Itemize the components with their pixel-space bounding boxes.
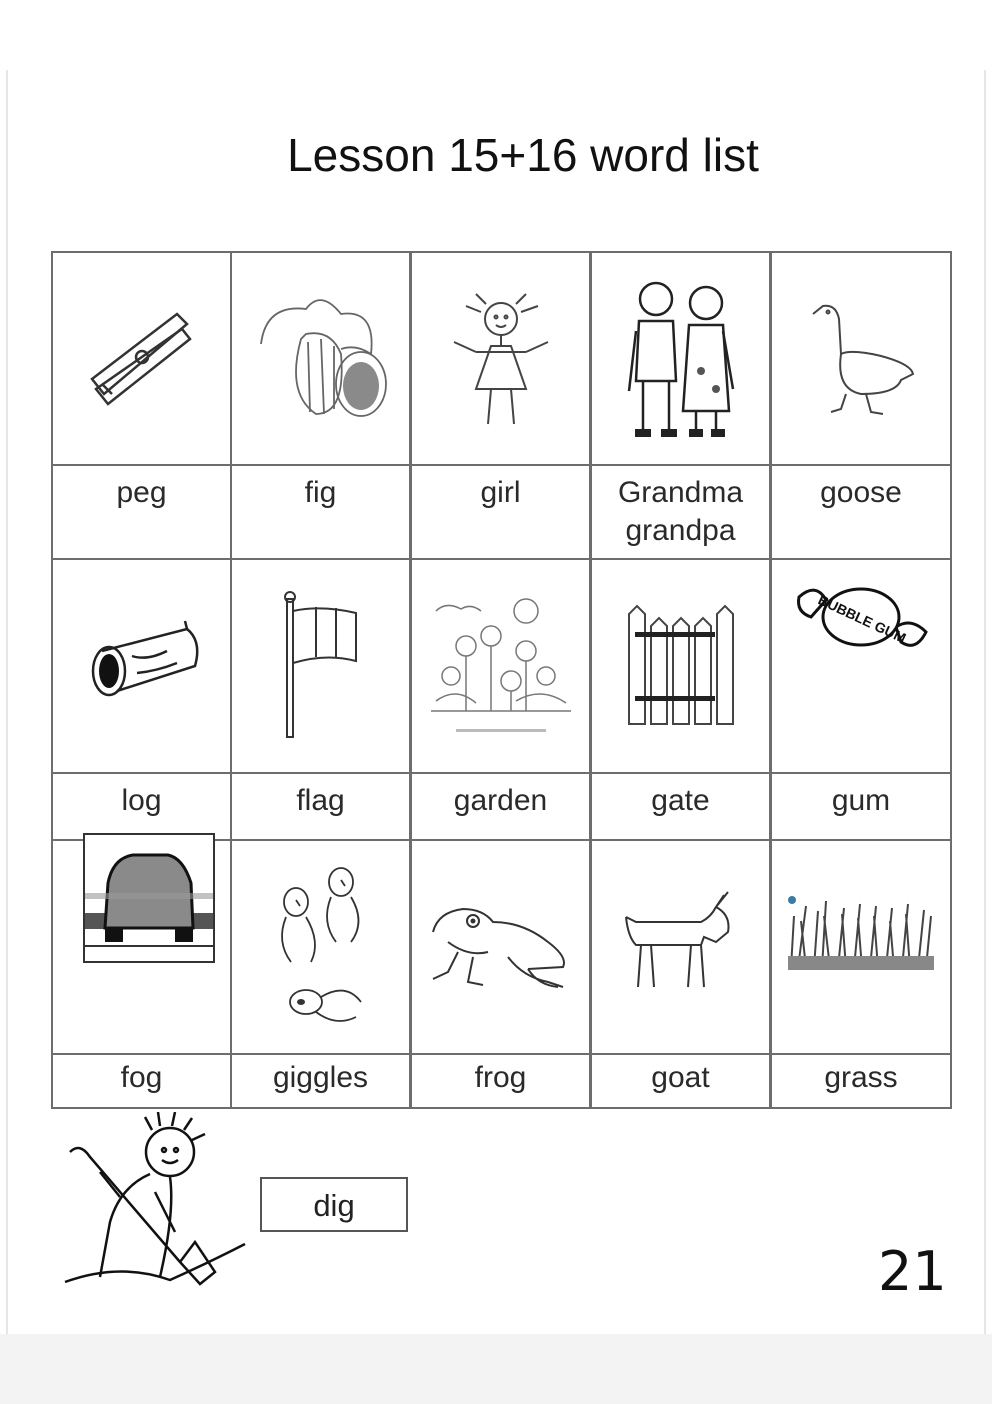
label-cell-goose xyxy=(770,464,952,560)
girl-image xyxy=(446,284,556,434)
label-cell-peg xyxy=(51,464,232,560)
word-peg: peg xyxy=(116,476,167,509)
picture-cell-peg xyxy=(51,251,232,466)
label-cell-girl xyxy=(410,464,591,560)
picture-cell-gate xyxy=(590,558,771,774)
page-edge-bottom xyxy=(0,1334,992,1404)
gum-wrapper-text: BUBBLE GUM xyxy=(815,591,909,647)
word-log: log xyxy=(121,784,162,817)
picture-cell-log xyxy=(51,558,232,774)
label-cell-grass xyxy=(770,1053,952,1109)
label-cell-gum xyxy=(770,772,952,841)
page-title: Lesson 15+16 word list xyxy=(287,129,759,181)
peg-image xyxy=(82,299,202,419)
fog-image xyxy=(83,833,215,965)
page-edge-left xyxy=(6,70,8,1335)
label-cell-grandparents xyxy=(590,464,771,560)
picture-cell-gum xyxy=(770,558,952,774)
frog-image xyxy=(428,897,573,997)
label-cell-fog xyxy=(51,1053,232,1109)
label-cell-goat xyxy=(590,1053,771,1109)
page-number: 21 xyxy=(878,1240,947,1303)
picture-cell-garden xyxy=(410,558,591,774)
label-cell-frog xyxy=(410,1053,591,1109)
picture-cell-giggles xyxy=(230,839,411,1055)
label-cell-fig xyxy=(230,464,411,560)
word-fog: fog xyxy=(120,1061,163,1094)
goose-image xyxy=(801,294,921,424)
giggles-image xyxy=(266,862,376,1032)
picture-cell-goose xyxy=(770,251,952,466)
word-fig: fig xyxy=(304,476,337,509)
gum-image xyxy=(791,572,931,662)
page-edge-right xyxy=(984,70,986,1335)
word-grandpa: grandpa xyxy=(625,514,736,547)
fig-image xyxy=(246,284,396,434)
word-garden: garden xyxy=(453,784,548,817)
flag-image xyxy=(271,591,371,741)
word-flag: flag xyxy=(296,784,345,817)
picture-cell-fog xyxy=(51,839,232,1055)
picture-cell-grandparents xyxy=(590,251,771,466)
word-giggles: giggles xyxy=(272,1061,369,1094)
goat-image xyxy=(616,887,746,1007)
label-cell-flag xyxy=(230,772,411,841)
extra-word-box-dig: dig xyxy=(260,1177,408,1232)
log-image xyxy=(77,611,207,721)
picture-cell-flag xyxy=(230,558,411,774)
word-girl: girl xyxy=(480,476,521,509)
word-frog: frog xyxy=(474,1061,527,1094)
picture-cell-frog xyxy=(410,839,591,1055)
label-cell-giggles xyxy=(230,1053,411,1109)
picture-cell-goat xyxy=(590,839,771,1055)
picture-cell-girl xyxy=(410,251,591,466)
word-gum: gum xyxy=(831,784,891,817)
label-cell-garden xyxy=(410,772,591,841)
word-grass: grass xyxy=(824,1061,898,1094)
digging-boy-image xyxy=(60,1112,250,1287)
gate-image xyxy=(621,604,741,729)
grass-image xyxy=(786,886,936,971)
word-grandma: Grandma xyxy=(617,476,744,509)
word-grid xyxy=(51,251,952,1109)
label-cell-gate xyxy=(590,772,771,841)
word-goat: goat xyxy=(651,1061,710,1094)
label-cell-log xyxy=(51,772,232,841)
picture-cell-grass xyxy=(770,839,952,1055)
picture-cell-fig xyxy=(230,251,411,466)
word-gate: gate xyxy=(651,784,710,817)
grandparents-image xyxy=(621,271,741,446)
word-goose: goose xyxy=(820,476,902,509)
garden-image xyxy=(426,591,576,741)
